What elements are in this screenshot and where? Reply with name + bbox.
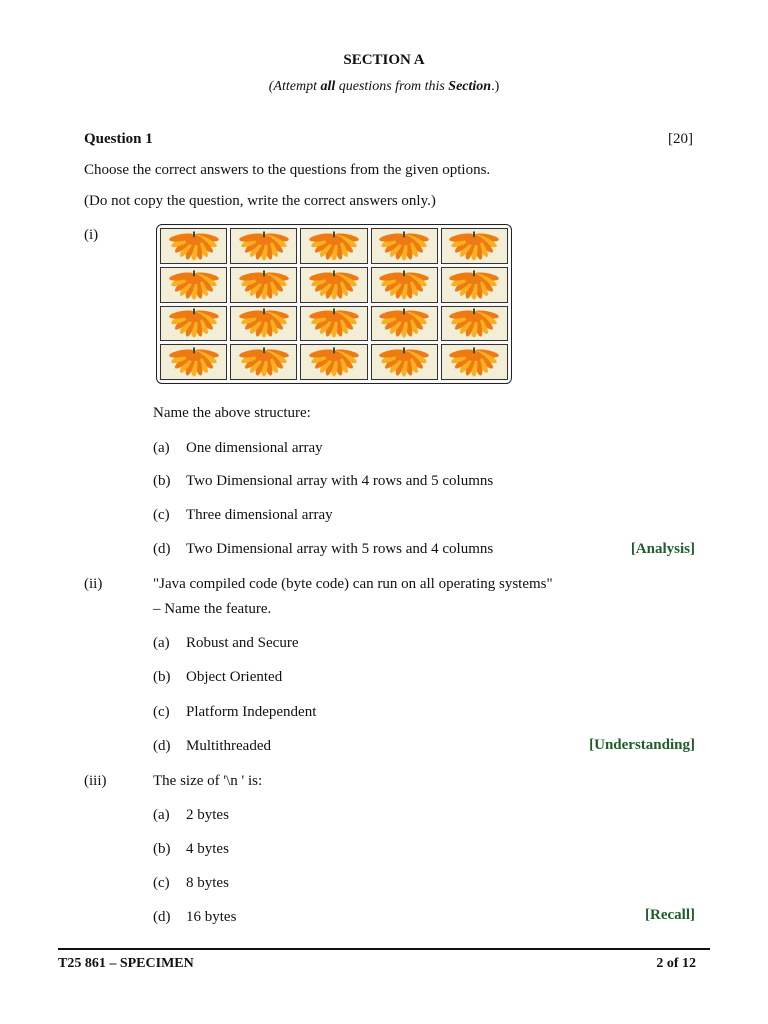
grid-cell <box>230 344 297 380</box>
q3-option-c: (c) 8 bytes <box>153 875 229 891</box>
section-title: SECTION A <box>343 52 425 68</box>
question-instruction-2: (Do not copy the question, write the correct answers only.) <box>84 193 436 209</box>
q2-tag: [Understanding] <box>589 737 695 753</box>
flower-icon <box>373 270 435 300</box>
q1-option-d: (d) Two Dimensional array with 5 rows and 4 columns <box>153 541 494 557</box>
array-grid-image <box>156 224 512 384</box>
question-title: Question 1 <box>84 131 153 147</box>
grid-cell <box>160 267 227 303</box>
question-marks: [20] <box>668 131 693 147</box>
footer-divider <box>58 948 710 950</box>
grid-cell <box>230 228 297 264</box>
grid-cell <box>371 228 438 264</box>
grid-cell <box>441 267 508 303</box>
flower-icon <box>303 347 365 377</box>
grid-cell <box>230 267 297 303</box>
q2-option-d: (d) Multithreaded <box>153 738 271 754</box>
grid-cell <box>371 267 438 303</box>
flower-icon <box>163 308 225 338</box>
flower-icon <box>163 347 225 377</box>
flower-icon <box>443 270 505 300</box>
section-instruction: (Attempt all questions from this Section.) <box>268 79 500 94</box>
flower-icon <box>233 308 295 338</box>
flower-icon <box>303 231 365 261</box>
flower-icon <box>163 231 225 261</box>
flower-icon <box>233 347 295 377</box>
flower-icon <box>443 308 505 338</box>
footer-code: T25 861 – SPECIMEN <box>58 956 194 971</box>
flower-icon <box>373 308 435 338</box>
flower-icon <box>233 231 295 261</box>
grid-cell <box>300 267 367 303</box>
q1-option-b: (b) Two Dimensional array with 4 rows and 5 columns <box>153 473 494 489</box>
flower-icon <box>373 347 435 377</box>
q3-tag: [Recall] <box>645 907 695 923</box>
grid-cell <box>371 306 438 342</box>
q3-option-a: (a) 2 bytes <box>153 807 229 823</box>
flower-icon <box>303 270 365 300</box>
q1-number: (i) <box>84 227 99 243</box>
flower-icon <box>443 347 505 377</box>
grid-cell <box>300 306 367 342</box>
q2-option-b: (b) Object Oriented <box>153 669 283 685</box>
footer-page: 2 of 12 <box>656 956 696 971</box>
q3-prompt: The size of '\n ' is: <box>153 773 263 789</box>
grid-cell <box>300 228 367 264</box>
flower-icon <box>303 308 365 338</box>
q2-prompt-line1: "Java compiled code (byte code) can run on all operating systems" <box>153 576 553 592</box>
flower-icon <box>443 231 505 261</box>
q2-prompt-line2: – Name the feature. <box>153 601 272 617</box>
q1-tag: [Analysis] <box>630 541 695 557</box>
q3-number: (iii) <box>84 773 107 789</box>
q3-option-d: (d) 16 bytes <box>153 909 237 925</box>
q3-option-b: (b) 4 bytes <box>153 841 229 857</box>
q1-prompt: Name the above structure: <box>153 405 311 421</box>
q2-number: (ii) <box>84 576 103 592</box>
grid-cell <box>441 306 508 342</box>
grid-cell <box>230 306 297 342</box>
q2-option-a: (a) Robust and Secure <box>153 635 299 651</box>
grid-cell <box>300 344 367 380</box>
grid-cell <box>160 344 227 380</box>
grid-cell <box>160 306 227 342</box>
grid-cell <box>441 228 508 264</box>
grid-cell <box>371 344 438 380</box>
flower-icon <box>373 231 435 261</box>
question-instruction-1: Choose the correct answers to the questions from the given options. <box>84 162 491 178</box>
flower-icon <box>163 270 225 300</box>
q2-option-c: (c) Platform Independent <box>153 704 317 720</box>
flower-icon <box>233 270 295 300</box>
grid-cell <box>441 344 508 380</box>
q1-option-c: (c) Three dimensional array <box>153 507 333 523</box>
grid-cell <box>160 228 227 264</box>
q1-option-a: (a) One dimensional array <box>153 440 323 456</box>
